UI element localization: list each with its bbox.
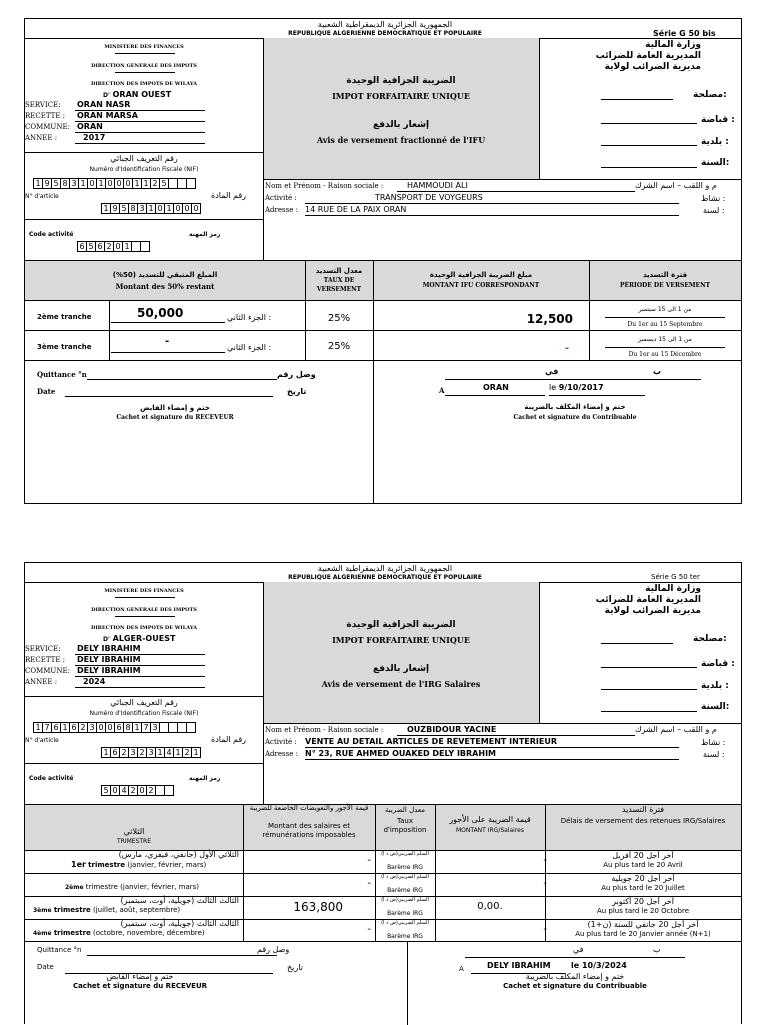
- recette-value: DELY IBRAHIM: [77, 655, 141, 664]
- tranche2-periode-fr: Du 1er au 15 Septembre: [627, 321, 703, 328]
- th-montant-ar: قيمة الأجور والتعويضات الخاضعة للضريبة: [249, 804, 369, 812]
- tranche3-value: -: [165, 336, 170, 347]
- ar-qibada: قباضة :: [701, 115, 735, 125]
- row-trimestre-fr: (juillet, août, septembre): [93, 906, 181, 914]
- th-periode-ar: فترة التسديد: [642, 271, 688, 279]
- ar-baladia: بلدية :: [701, 681, 729, 691]
- article-label: N° d'article: [25, 737, 59, 744]
- th-irg-ar: قيمة الضريبة على الأجور: [449, 815, 531, 824]
- th-taux-fr2: VERSEMENT: [316, 286, 362, 293]
- nom-value: HAMMOUDI ALI: [407, 181, 468, 190]
- digit-box: 1: [33, 722, 43, 733]
- digit-box: 2: [104, 241, 114, 252]
- digit-box: 1: [191, 747, 201, 758]
- digit-box: 0: [105, 722, 115, 733]
- commune-value: DELY IBRAHIM: [77, 666, 141, 675]
- le-label: le: [549, 383, 557, 392]
- title-ar: الضريبة الجزافية الوحيدة: [346, 76, 456, 86]
- title-panel: [263, 38, 539, 179]
- recette-label: RECETTE :: [25, 656, 66, 664]
- digit-box: 1: [60, 722, 70, 733]
- nif-label-fr: Numéro d'Identification Fiscale (NIF): [89, 166, 199, 173]
- row-trimestre: [25, 883, 239, 891]
- row-trimestre-ar: الثلاثي الأول (جانفي، فيفري، مارس): [118, 850, 239, 859]
- digit-box: 8: [128, 203, 138, 214]
- ar-sana: السنة:: [701, 158, 730, 168]
- tranche3-taux: 25%: [327, 341, 351, 352]
- nom-value: OUZBIDOUR YACINE: [407, 725, 497, 734]
- commune-label: COMMUNE:: [25, 123, 70, 131]
- digit-box: 2: [146, 785, 156, 796]
- ar-sana: السنة:: [701, 702, 730, 712]
- digit-box: 2: [119, 747, 129, 758]
- lieu-value: DELY IBRAHIM: [487, 961, 551, 970]
- wilaya-value: ALGER-OUEST: [112, 634, 176, 643]
- digit-box: 5: [101, 785, 111, 796]
- code-label-ar: رمز المهنة: [189, 775, 221, 782]
- adresse-label: Adresse :: [265, 750, 298, 758]
- digit-box: 1: [78, 178, 88, 189]
- commune-value: ORAN: [77, 122, 103, 131]
- date-label: Date: [37, 387, 56, 396]
- ar-baladia: بلدية :: [701, 137, 729, 147]
- code-label: Code activité: [29, 775, 74, 782]
- article-boxes: [101, 203, 200, 214]
- tranche2-ifu: 12,500: [526, 312, 573, 326]
- th-montant-fr: Montant des salaires et rémunérations imposables: [262, 822, 356, 839]
- ar-dg: المديرية العامة للضرائب: [595, 595, 701, 605]
- diw: DIRECTION DES IMPOTS DE WILAYA: [90, 625, 198, 631]
- title-ar: الضريبة الجزافية الوحيدة: [346, 620, 456, 630]
- recette-value: ORAN MARSA: [77, 111, 138, 120]
- republic-header: REPUBLIQUE ALGERIENNE DEMOCRATIQUE ET POPULAIRE: [288, 30, 482, 37]
- code-label-ar: رمز المهنة: [189, 231, 221, 238]
- fi-ar: في: [573, 945, 584, 954]
- row-delai-fr: Au plus tard le 20 Octobre: [596, 907, 690, 915]
- service-value: ORAN NASR: [77, 100, 131, 109]
- th-irg-fr: MONTANT IRG/Salaires: [455, 827, 524, 834]
- digit-box: 2: [78, 722, 88, 733]
- avis-ar: إشعار بالدفع: [372, 664, 430, 674]
- quittance-label: Quittance °n: [37, 946, 82, 954]
- tranche2-label: 2ème tranche: [37, 313, 92, 321]
- date-ar: تاريخ: [287, 387, 307, 396]
- digit-box: 1: [173, 747, 183, 758]
- code-boxes: [77, 241, 149, 252]
- nom-label: Nom et Prénom - Raison sociale :: [265, 182, 384, 190]
- wilaya-prefix: D': [103, 92, 110, 99]
- th-ifu-fr: MONTANT IFU CORRESPONDANT: [422, 282, 540, 289]
- cachet-receveur-ar: ختم و إمضاء القابض: [140, 404, 210, 412]
- row-trimestre: [25, 906, 239, 914]
- nom-label-ar: م و اللقب – اسم الشرك: [635, 181, 717, 190]
- republic-header: REPUBLIQUE ALGERIENNE DEMOCRATIQUE ET POPULAIRE: [288, 574, 482, 581]
- row-trimestre-num: 1er: [71, 860, 86, 869]
- digit-box: [140, 241, 150, 252]
- digit-box: 6: [51, 722, 61, 733]
- digit-box: 6: [114, 722, 124, 733]
- quittance-label: Quittance °n: [37, 370, 87, 379]
- row-taux-ar: السلم الضريبي(ض د ا): [381, 851, 429, 857]
- tranche3-label: 3ème tranche: [37, 343, 92, 351]
- lieu-value: ORAN: [483, 383, 509, 392]
- row-trimestre-fr: (janvier, février, mars): [127, 861, 207, 869]
- digit-box: 5: [86, 241, 96, 252]
- ar-ministere: وزارة المالية: [645, 584, 701, 594]
- nif-label-fr: Numéro d'Identification Fiscale (NIF): [89, 710, 199, 717]
- row-taux-fr: Barème IRG: [387, 887, 423, 894]
- digit-box: 5: [159, 178, 169, 189]
- article-label-ar: رقم المادة: [211, 735, 247, 744]
- row-trimestre-num: 3ème: [33, 907, 52, 914]
- row-trimestre-num: 2ème: [64, 884, 84, 891]
- avis-fr: Avis de versement de l'IRG Salaires: [321, 679, 481, 689]
- digit-box: 6: [77, 241, 87, 252]
- digit-box: 1: [33, 178, 43, 189]
- digit-box: 2: [137, 747, 147, 758]
- digit-box: 0: [191, 203, 201, 214]
- ar-dw: مديرية الضرائب لولاية: [604, 606, 701, 616]
- ar-qibada: قباضة :: [701, 659, 735, 669]
- digit-box: 3: [150, 722, 160, 733]
- digit-box: 0: [114, 178, 124, 189]
- tranche3-periode-ar: من 1 الى 15 ديسمبر: [638, 336, 692, 343]
- adresse-label-ar: لسنة :: [703, 206, 725, 215]
- commune-label: COMMUNE:: [25, 667, 70, 675]
- digit-box: 3: [137, 203, 147, 214]
- digit-box: 1: [101, 747, 111, 758]
- date-ar: تاريخ: [287, 963, 303, 972]
- recette-label: RECETTE :: [25, 112, 66, 120]
- row-trimestre-lbl: trimestre: [85, 883, 118, 891]
- row-irg: 0,00.: [477, 901, 503, 912]
- ifu-form: الجمهورية الجزائرية الديمقراطية الشعبية REPUBLIQUE ALGERIENNE DEMOCRATIQUE ET POPULAIRE Série G 50 bis MINISTERE DES FINANCES DIRECTION GENERALE DES IMPOTS DIRECTION DES IMPOTS DE WILAYA D' ORAN OUEST SERVICE: ORAN NASR RECETTE : ORAN MARSA COMMUNE: ORAN ANNEE : 2017 رقم التعريف الجبائي Numéro d'Identification Fiscale (NIF) 1 9 5 8 3 1 0 1 0 0 0 1 1 2 5 N° d'article رقم المادة 1 9 5 8 3 1 0 1 0 0 0 Code activité رمز المهنة 6 5 6 2 0 1 الضريبة الجزافية الوحيدة IMPOT FORFAITAIRE UNIQUE إشعار بالدفع Avis de versement fractionné de l'IFU وزارة المالية المديرية العامة للضرائب مديرية الضرائب لولاية مصلحة: قباضة : بلدية : السنة: Nom et Prénom - Raison sociale : HAMMOUDI ALI م و اللقب – اسم الشرك Activité : TRANSPORT DE VOYGEURS نشاط : Adresse : 14 RUE DE LA PAIX ORAN لسنة : المبلغ المتبقي للتسديد (50%) Montant des 50% restant معدل التسديد TAUX DE VERSEMENT مبلغ الضريبة الجزافية الوحيدة MONTANT IFU CORRESPONDANT فترة التسديد PÉRIODE DE VERSEMENT 2ème tranche 50,000 الجزء الثاني : 25% 12,500 من 1 الى 15 سبتمبر Du 1er au 15 Septembre 3ème tranche - الجزء الثاني : 25% - من 1 الى 15 ديسمبر Du 1er au 15 Décembre Quittance °n وصل رقم Date تاريخ ختم و إمضاء القابض Cachet et signature du RECEVEUR في ب A ORAN le 9/10/2017 ختم و إمضاء المكلف بالضريبة Cachet et signature du Contribuable: [24, 18, 742, 504]
- th-montant-fr: Montant des 50% restant: [115, 282, 215, 291]
- ar-maslaha: مصلحة:: [693, 90, 727, 100]
- quittance-ar: وصل رقم: [257, 945, 290, 954]
- row-montant: -: [367, 878, 371, 889]
- digit-box: 0: [123, 178, 133, 189]
- activite-label-ar: نشاط :: [701, 738, 726, 747]
- digit-box: 1: [101, 203, 111, 214]
- code-boxes: [101, 785, 173, 796]
- digit-box: 2: [182, 747, 192, 758]
- digit-box: 5: [51, 178, 61, 189]
- digit-box: 3: [128, 747, 138, 758]
- digit-box: 7: [141, 722, 151, 733]
- th-trimestre-fr: TRIMESTRE: [116, 838, 151, 845]
- nom-label: Nom et Prénom - Raison sociale :: [265, 726, 384, 734]
- adresse-label-ar: لسنة :: [703, 750, 725, 759]
- row-delai-ar: آخر أجل 20 أكتوبر: [612, 897, 674, 906]
- digit-box: 9: [42, 178, 52, 189]
- row-trimestre-lbl: trimestre: [53, 929, 91, 937]
- row-trimestre: [25, 929, 239, 937]
- digit-box: [186, 722, 196, 733]
- row-trimestre-lbl: trimestre: [88, 861, 126, 869]
- row-taux-ar: السلم الضريبي(ض د ا): [381, 897, 429, 903]
- nif-label-ar: رقم التعريف الجبائي: [110, 154, 178, 163]
- digit-box: 1: [132, 178, 142, 189]
- dgi: DIRECTION GENERALE DES IMPOTS: [91, 607, 197, 613]
- th-periode-fr: PÉRIODE DE VERSEMENT: [619, 282, 711, 289]
- article-label: N° d'article: [25, 193, 59, 200]
- service-label: SERVICE:: [25, 101, 61, 109]
- row-taux-fr: Barème IRG: [387, 864, 423, 871]
- cachet-receveur: Cachet et signature du RECEVEUR: [72, 982, 208, 990]
- tranche3-ifu: -: [564, 343, 569, 354]
- arabic-republic: الجمهورية الجزائرية الديمقراطية الشعبية: [317, 20, 453, 29]
- serie-label: Série G 50 bis: [653, 29, 716, 38]
- th-taux-ar: معدل الضريبة: [385, 806, 425, 814]
- code-label: Code activité: [29, 231, 74, 238]
- row-irg: -: [543, 855, 547, 866]
- activite-label: Activité :: [265, 738, 297, 746]
- quittance-ar: وصل رقم: [277, 370, 316, 379]
- cachet-receveur-ar: ختم و إمضاء القابض: [106, 972, 174, 981]
- th-trimestre-ar: الثلاثي: [123, 827, 145, 836]
- wilaya-value: ORAN OUEST: [112, 90, 172, 99]
- date-label: Date: [37, 963, 54, 971]
- digit-box: 8: [123, 722, 133, 733]
- row-taux-fr: Barème IRG: [387, 910, 423, 917]
- row-trimestre-lbl: trimestre: [53, 906, 91, 914]
- row-irg: -: [543, 924, 547, 935]
- digit-box: 3: [87, 722, 97, 733]
- th-taux-ar: معدل التسديد: [315, 267, 363, 275]
- le-label: le: [571, 961, 580, 970]
- digit-box: [164, 785, 174, 796]
- digit-box: 1: [155, 747, 165, 758]
- activite-label: Activité :: [265, 194, 297, 202]
- table-header: [25, 260, 741, 300]
- th-taux-fr1: TAUX DE: [323, 277, 355, 284]
- digit-box: 1: [96, 178, 106, 189]
- activite-value: VENTE AU DETAIL ARTICLES DE REVETEMENT INTERIEUR: [305, 737, 557, 746]
- adresse-value: N° 23, RUE AHMED OUAKED DELY IBRAHIM: [305, 749, 497, 758]
- digit-box: 0: [110, 785, 120, 796]
- service-value: DELY IBRAHIM: [77, 644, 141, 653]
- tranche3-ar: الجزء الثاني :: [227, 343, 272, 352]
- digit-box: 1: [122, 241, 132, 252]
- th-montant-ar: المبلغ المتبقي للتسديد (50%): [112, 271, 218, 279]
- ar-maslaha: مصلحة:: [693, 634, 727, 644]
- arabic-republic: الجمهورية الجزائرية الديمقراطية الشعبية: [317, 564, 453, 573]
- cachet-contribuable: Cachet et signature du Contribuable: [503, 982, 647, 990]
- tranche2-periode-ar: من 1 الى 15 سبتمبر: [638, 306, 692, 313]
- row-montant: 163,800: [293, 900, 343, 914]
- a-label: A: [439, 386, 445, 395]
- cachet-contribuable-ar: ختم و إمضاء المكلف بالضريبة: [525, 972, 625, 981]
- row-delai-ar: آخر أجل 20 جويلية: [611, 874, 675, 883]
- diw: DIRECTION DES IMPOTS DE WILAYA: [90, 81, 198, 87]
- digit-box: 1: [164, 203, 174, 214]
- row-trimestre-fr: (janvier, février, mars): [120, 883, 200, 891]
- annee-value: 2017: [83, 133, 106, 142]
- ar-ministere: وزارة المالية: [645, 40, 701, 50]
- nom-label-ar: م و اللقب – اسم الشرك: [635, 725, 717, 734]
- th-taux-fr: Taux d'imposition: [383, 817, 427, 834]
- irg-form: الجمهورية الجزائرية الديمقراطية الشعبية REPUBLIQUE ALGERIENNE DEMOCRATIQUE ET POPULAIRE Série G 50 ter MINISTERE DES FINANCES DIRECTION GENERALE DES IMPOTS DIRECTION DES IMPOTS DE WILAYA D' ALGER-OUEST SERVICE: DELY IBRAHIM RECETTE : DELY IBRAHIM COMMUNE: DELY IBRAHIM ANNEE : 2024 رقم التعريف الجبائي Numéro d'Identification Fiscale (NIF) 1 7 6 1 6 2 3 0 0 6 8 1 7 3 N° d'article رقم المادة 1 6 2 3 2 3 1 4 1 2 1 Code activité رمز المهنة 5 0 4 2 0 2 الضريبة الجزافية الوحيدة IMPOT FORFAITAIRE UNIQUE إشعار بالدفع Avis de versement de l'IRG Salaires وزارة المالية المديرية العامة للضرائب مديرية الضرائب لولاية مصلحة: قباضة : بلدية : السنة: Nom et Prénom - Raison sociale : OUZBIDOUR YACINE م و اللقب – اسم الشرك Activité : VENTE AU DETAIL ARTICLES DE REVETEMENT INTERIEUR نشاط : Adresse : N° 23, RUE AHMED OUAKED DELY IBRAHIM لسنة : الثلاثي TRIMESTRE قيمة الأجور والتعويضات الخاضعة للضريبة Montant des salaires et rémunérations imposables معدل الضريبة Taux d'imposition قيمة الضريبة على الأجور MONTANT IRG/Salaires فترة التسديد Délais de versement des retenues IRG/Salaires الثلاثي الأول (جانفي، فيفري، مارس) 1er trimestre (janvier, février, mars) - السلم الضريبي(ض د ا) Barème IRG - آخر أجل 20 أفريل Au plus tard le 20 Avril 2ème trimestre (janvier, février, mars) - السلم الضريبي(ض د ا) Barème IRG - آخر أجل 20 جويلية Au plus tard le 20 Juillet الثالث الثالث (جويلية، أوت، سبتمبر) 3ème trimestre (juillet, août, septembre) 163,800 السلم الضريبي(ض د ا) Barème IRG 0,00. آخر أجل 20 أكتوبر Au plus tard le 20 Octobre الثالث الثالث (جويلية، أوت، سبتمبر) 4ème trimestre (octobre, novembre, décembre) - السلم الضريبي(ض د ا) Barème IRG - آخر أجل 20 جانفي للسنة (ن+1) Au plus tard le 20 Janvier année (N+1) Quittance °n وصل رقم Date تاريخ ختم و إمضاء القابض Cachet et signature du RECEVEUR في ب A DELY IBRAHIM le 10/3/2024 ختم و إمضاء المكلف بالضريبة Cachet et signature du Contribuable: [24, 562, 742, 1024]
- th-delais-fr: Délais de versement des retenues IRG/Salaires: [560, 817, 726, 825]
- cachet-contribuable: Cachet et signature du Contribuable: [513, 414, 637, 421]
- adresse-value: 14 RUE DE LA PAIX ORAN: [305, 205, 407, 214]
- dgi: DIRECTION GENERALE DES IMPOTS: [91, 63, 197, 69]
- row-trimestre-fr: (octobre, novembre, décembre): [93, 929, 205, 937]
- row-taux-ar: السلم الضريبي(ض د ا): [381, 920, 429, 926]
- nif-boxes: [33, 722, 195, 733]
- annee-value: 2024: [83, 677, 106, 686]
- row-trimestre-ar: الثالث الثالث (جويلية، أوت، سبتمبر): [120, 919, 239, 928]
- wilaya-prefix: D': [103, 636, 110, 643]
- digit-box: 2: [128, 785, 138, 796]
- digit-box: [186, 178, 196, 189]
- row-taux-fr: Barème IRG: [387, 933, 423, 940]
- digit-box: 0: [96, 722, 106, 733]
- digit-box: 3: [146, 747, 156, 758]
- row-delai-fr: Au plus tard le 20 Avril: [603, 861, 683, 869]
- row-delai-fr: Au plus tard le 20 Janvier année (N+1): [575, 930, 711, 938]
- row-trimestre-num: 4ème: [33, 930, 52, 937]
- digit-box: 0: [182, 203, 192, 214]
- activite-label-ar: نشاط :: [701, 194, 726, 203]
- tranche3-periode-fr: Du 1er au 15 Décembre: [628, 351, 702, 358]
- digit-box: 9: [110, 203, 120, 214]
- avis-fr: Avis de versement fractionné de l'IFU: [316, 135, 486, 145]
- row-delai-ar: آخر أجل 20 أفريل: [612, 851, 674, 860]
- fi-ar: في: [545, 367, 559, 376]
- avis-ar: إشعار بالدفع: [372, 120, 430, 130]
- serie-label: Série G 50 ter: [651, 573, 700, 581]
- article-label-ar: رقم المادة: [211, 191, 247, 200]
- title-fr: IMPOT FORFAITAIRE UNIQUE: [332, 91, 470, 101]
- digit-box: 1: [146, 203, 156, 214]
- row-montant: -: [367, 924, 371, 935]
- row-delai-ar: آخر أجل 20 جانفي للسنة (ن+1): [587, 920, 699, 929]
- digit-box: 6: [95, 241, 105, 252]
- date-sign-value: 10/3/2024: [581, 961, 627, 970]
- digit-box: 7: [42, 722, 52, 733]
- row-taux-ar: السلم الضريبي(ض د ا): [381, 874, 429, 880]
- cachet-contribuable-ar: ختم و إمضاء المكلف بالضريبة: [524, 403, 626, 411]
- digit-box: 2: [150, 178, 160, 189]
- row-trimestre: [25, 860, 239, 869]
- cachet-receveur: Cachet et signature du RECEVEUR: [116, 414, 234, 421]
- digit-box: 0: [137, 785, 147, 796]
- activite-value: TRANSPORT DE VOYGEURS: [375, 193, 483, 202]
- ar-dw: مديرية الضرائب لولاية: [604, 62, 701, 72]
- tranche2-ar: الجزء الثاني :: [227, 313, 272, 322]
- ministere: MINISTERE DES FINANCES: [104, 588, 184, 594]
- digit-box: 0: [173, 203, 183, 214]
- th-ifu-ar: مبلغ الضريبة الجزافية الوحيدة: [429, 271, 533, 279]
- annee-label: ANNEE :: [25, 134, 58, 142]
- digit-box: 0: [87, 178, 97, 189]
- tranche2-taux: 25%: [327, 313, 351, 324]
- row-delai-fr: Au plus tard le 20 Juillet: [601, 884, 685, 892]
- row-montant: -: [367, 855, 371, 866]
- annee-label: ANNEE :: [25, 678, 58, 686]
- digit-box: 6: [69, 722, 79, 733]
- digit-box: 0: [155, 203, 165, 214]
- digit-box: 8: [60, 178, 70, 189]
- digit-box: 4: [164, 747, 174, 758]
- digit-box: 1: [141, 178, 151, 189]
- digit-box: 1: [132, 722, 142, 733]
- digit-box: 0: [105, 178, 115, 189]
- adresse-label: Adresse :: [265, 206, 298, 214]
- digit-box: 0: [113, 241, 123, 252]
- th-delais-ar: فترة التسديد: [621, 805, 665, 814]
- title-panel: [263, 582, 539, 723]
- service-label: SERVICE:: [25, 645, 61, 653]
- tranche2-value: 50,000: [137, 306, 184, 320]
- date-sign-value: 9/10/2017: [558, 383, 604, 392]
- digit-box: 3: [69, 178, 79, 189]
- digit-box: 6: [110, 747, 120, 758]
- digit-box: 4: [119, 785, 129, 796]
- a-label: A: [459, 965, 464, 973]
- ar-dg: المديرية العامة للضرائب: [595, 51, 701, 61]
- title-fr: IMPOT FORFAITAIRE UNIQUE: [332, 635, 470, 645]
- row-irg: -: [543, 878, 547, 889]
- nif-label-ar: رقم التعريف الجبائي: [110, 698, 178, 707]
- nif-boxes: [33, 178, 195, 189]
- row-trimestre-ar: الثالث الثالث (جويلية، أوت، سبتمبر): [120, 896, 239, 905]
- article-boxes: [101, 747, 200, 758]
- ministere: MINISTERE DES FINANCES: [104, 44, 184, 50]
- digit-box: 5: [119, 203, 129, 214]
